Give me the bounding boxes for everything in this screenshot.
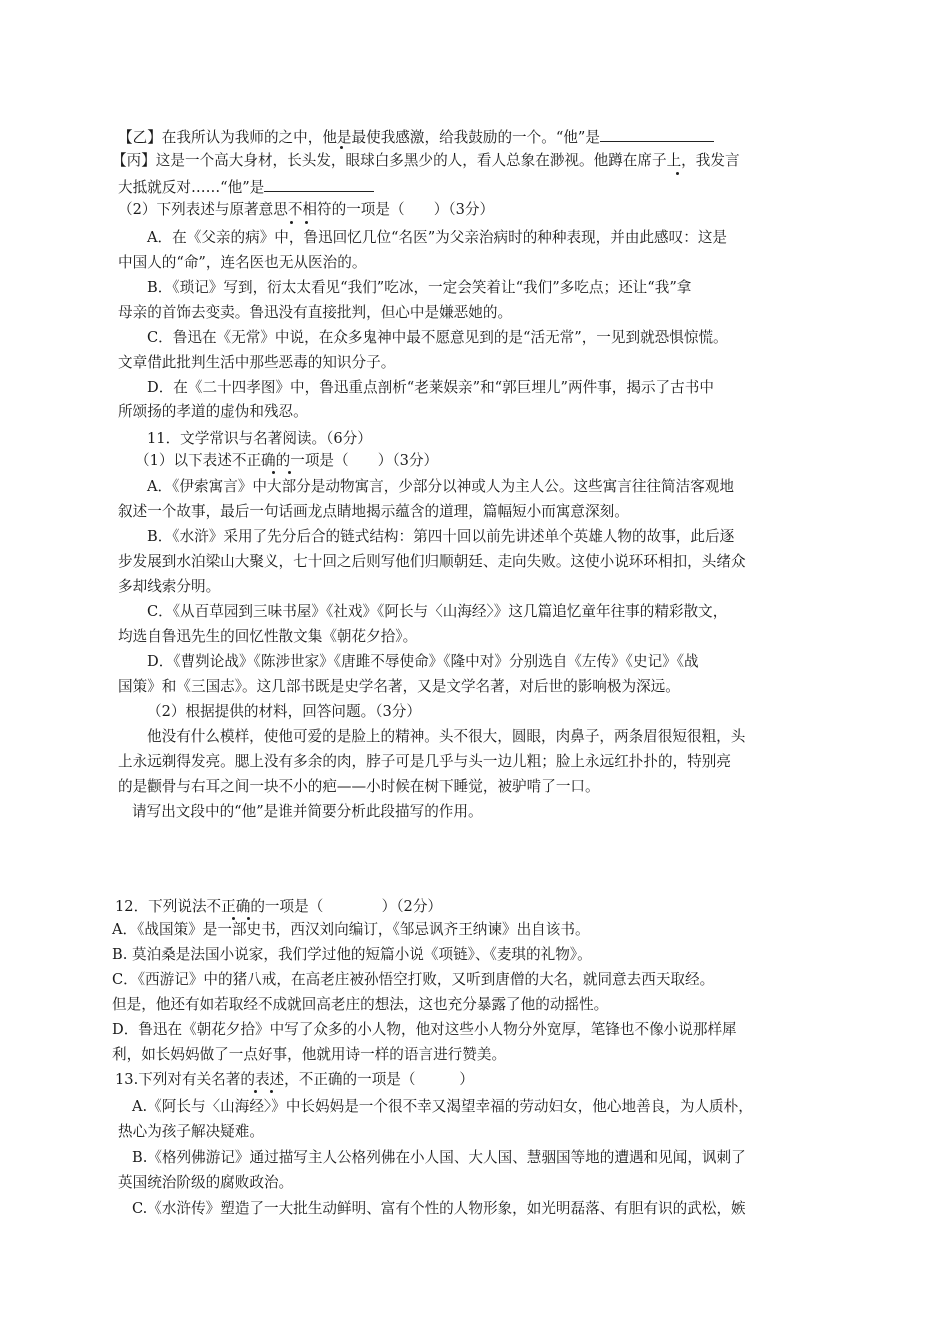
q12-option-C-line1: C．《西游记》中的猪八戒，在高老庄被孙悟空打败，又听到唐僧的大名，就同意去西天取经。: [112, 971, 715, 988]
q13-option-B-line1: B.《格列佛游记》通过描写主人公格列佛在小人国、大人国、慧骃国等地的遭遇和见闻，讽刺了: [132, 1149, 746, 1166]
option-B-line1: B．《琐记》写到，衍太太看见“我们”吃冰，一定会笑着让“我们”多吃点；还让“我”拿: [147, 279, 692, 296]
emphasis-dot: [270, 1090, 273, 1093]
line-yi: [118, 125, 714, 149]
question-11: 11．文学常识与名著阅读。（6分）: [147, 430, 372, 447]
option-A-line2: 中国人的“命”，连名医也无从医治的。: [118, 254, 367, 271]
q11-option-D-line2: 国策》和《三国志》。这几部书既是史学名著，又是文学名著，对后世的影响极为深远。: [118, 678, 680, 695]
question-11-2-prompt: 请写出文段中的“他”是谁并简要分析此段描写的作用。: [132, 803, 483, 820]
answer-blank[interactable]: [600, 125, 714, 142]
question-12: 12．下列说法不正确的一项是（ ）（2分）: [115, 898, 443, 915]
q13-option-A-line2: 热心为孩子解决疑难。: [118, 1123, 264, 1140]
q13-option-C-line1: C.《水浒传》塑造了一大批生动鲜明、富有个性的人物形象，如光明磊落、有胆有识的武松，嫉: [132, 1200, 746, 1217]
q11-option-C-line2: 均选自鲁迅先生的回忆性散文集《朝花夕拾》。: [118, 628, 418, 645]
option-C-line2: 文章借此批判生活中那些恶毒的知识分子。: [118, 354, 396, 371]
passage-line2: 上永远剃得发亮。腮上没有多余的肉，脖子可是几乎与头一边儿粗；脸上永远红扑扑的，特别亮: [118, 753, 731, 770]
emphasis-dot: [676, 172, 679, 175]
option-B-line2: 母亲的首饰去变卖。鲁迅没有直接批判，但心中是嫌恶她的。: [118, 304, 513, 321]
q11-option-A-line2: 叙述一个故事，最后一句话画龙点睛地揭示蕴含的道理，篇幅短小而寓意深刻。: [118, 503, 629, 520]
passage-line3: 的是颧骨与右耳之间一块不小的疤——小时候在树下睡觉，被驴啃了一口。: [118, 778, 600, 795]
question-11-2: （2）根据提供的材料，回答问题。（3分）: [147, 703, 421, 720]
q11-option-B-line1: B．《水浒》采用了先分后合的链式结构：第四十回以前先讲述单个英雄人物的故事，此后逐: [147, 528, 735, 545]
emphasis-dot: [340, 146, 343, 149]
emphasis-dot: [305, 221, 308, 224]
q12-option-B: B. 莫泊桑是法国小说家，我们学过他的短篇小说《项链》、《麦琪的礼物》。: [112, 946, 592, 963]
passage-line1: 他没有什么模样，使他可爱的是脸上的精神。头不很大，圆眼，肉鼻子，两条眉很短很粗，头: [147, 728, 746, 745]
answer-blank[interactable]: [264, 175, 374, 192]
line-bing1: 【丙】这是一个高大身材，长头发，眼球白多黑少的人，看人总象在渺视。他蹲在席子上，我发言: [112, 152, 740, 169]
q11-option-A-line1: A．《伊索寓言》中大部分是动物寓言，少部分以神或人为主人公。这些寓言往往简洁客观地: [147, 478, 734, 495]
q12-option-D-line1: D．鲁迅在《朝花夕拾》中写了众多的小人物，他对这些小人物分外宽厚，笔锋也不像小说那样犀: [112, 1021, 737, 1038]
emphasis-dot: [272, 471, 275, 474]
option-A-line1: A．在《父亲的病》中，鲁迅回忆几位“名医”为父亲治病时的种种表现，并由此感叹：这是: [147, 229, 728, 246]
q12-option-A: A．《战国策》是一部史书，西汉刘向编订，《邹忌讽齐王纳谏》出自该书。: [112, 921, 590, 938]
question-13: 13.下列对有关名著的表述，不正确的一项是（ ）: [115, 1071, 474, 1088]
emphasis-dot: [290, 221, 293, 224]
option-C-line1: C．鲁迅在《无常》中说，在众多鬼神中最不愿意见到的是“活无常”，一见到就恐惧惊慌。: [147, 329, 728, 346]
line-bing2: [118, 175, 374, 199]
text: 【乙】在我所认为我师的之中，他是最使我感激，给我鼓励的一个。“他”是: [118, 129, 600, 146]
emphasis-dot: [254, 1090, 257, 1093]
q12-option-C-line2: 但是，他还有如若取经不成就回高老庄的想法，这也充分暴露了他的动摇性。: [112, 996, 609, 1013]
q11-option-B-line3: 多却线索分明。: [118, 578, 221, 595]
emphasis-dot: [232, 917, 235, 920]
emphasis-dot: [247, 917, 250, 920]
q11-option-B-line2: 步发展到水泊梁山大聚义，七十回之后则写他们归顺朝廷、走向失败。这使小说环环相扣，头绪众: [118, 553, 746, 570]
q11-option-C-line1: C．《从百草园到三味书屋》《社戏》《阿长与〈山海经〉》这几篇追忆童年往事的精彩散文，: [147, 603, 728, 620]
q13-option-A-line1: A.《阿长与〈山海经〉》中长妈妈是一个很不幸又渴望幸福的劳动妇女，他心地善良，为人质朴，: [132, 1098, 753, 1115]
q11-option-D-line1: D．《曹刿论战》《陈涉世家》《唐雎不辱使命》《隆中对》分别选自《左传》《史记》《战: [147, 653, 699, 670]
question-10-2: （2）下列表述与原著意思不相符的一项是（ ）（3分）: [118, 201, 495, 218]
q13-option-B-line2: 英国统治阶级的腐败政治。: [118, 1174, 294, 1191]
question-11-1: （1）以下表述不正确的一项是（ ）（3分）: [135, 452, 439, 469]
text: 大抵就反对……“他”是: [118, 179, 265, 196]
emphasis-dot: [288, 471, 291, 474]
option-D-line1: D．在《二十四孝图》中，鲁迅重点剖析“老莱娱亲”和“郭巨埋儿”两件事，揭示了古书中: [147, 379, 714, 396]
option-D-line2: 所颂扬的孝道的虚伪和残忍。: [118, 403, 308, 420]
q12-option-D-line2: 利，如长妈妈做了一点好事，他就用诗一样的语言进行赞美。: [112, 1046, 507, 1063]
